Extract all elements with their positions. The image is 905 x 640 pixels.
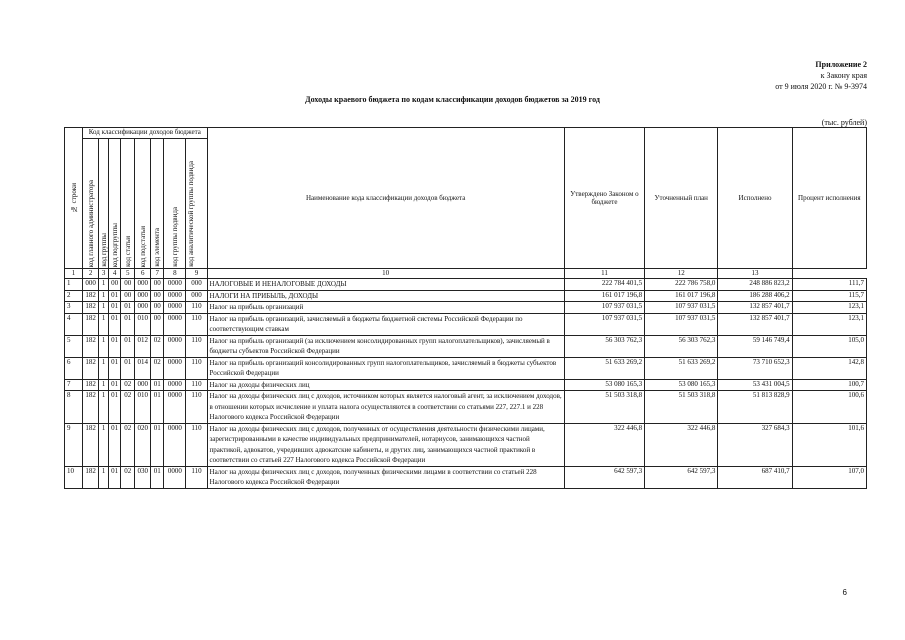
- row-code-7: 0000: [164, 313, 186, 335]
- row-code-8: 110: [186, 357, 207, 379]
- table-row: [65, 279, 867, 291]
- row-name: Налог на прибыль организаций: [207, 302, 564, 314]
- row-approved: 107 937 031,5: [564, 313, 644, 335]
- row-code-2: 1: [99, 302, 109, 314]
- row-code-8: 110: [186, 302, 207, 314]
- row-code-1: 182: [83, 357, 99, 379]
- row-code-5: 000: [135, 279, 151, 291]
- row-revised: 222 786 758,0: [645, 279, 718, 291]
- row-code-7: 0000: [164, 423, 186, 466]
- header-code-group: Код классификации доходов бюджета: [83, 128, 207, 139]
- row-code-5: 020: [135, 423, 151, 466]
- row-code-8: 000: [186, 290, 207, 302]
- header-code-5: код подстатьи: [135, 139, 151, 269]
- row-executed: 59 146 749,4: [718, 335, 792, 357]
- row-name: НАЛОГИ НА ПРИБЫЛЬ, ДОХОДЫ: [207, 290, 564, 302]
- row-code-2: 1: [99, 290, 109, 302]
- header-code-6: код элемента: [151, 139, 164, 269]
- column-number-8: 8: [164, 269, 186, 279]
- table-row: [65, 357, 867, 379]
- row-number: 10: [65, 466, 83, 488]
- row-code-3: 01: [109, 379, 121, 391]
- row-code-5: 000: [135, 290, 151, 302]
- row-code-1: 182: [83, 290, 99, 302]
- row-revised: 107 937 031,5: [645, 313, 718, 335]
- row-code-4: 01: [121, 302, 135, 314]
- row-revised: 322 446,8: [645, 423, 718, 466]
- row-approved: 56 303 762,3: [564, 335, 644, 357]
- row-approved: 51 633 269,2: [564, 357, 644, 379]
- row-code-3: 01: [109, 290, 121, 302]
- row-executed: 132 857 401,7: [718, 302, 792, 314]
- row-code-3: 01: [109, 466, 121, 488]
- row-name: Налог на доходы физических лиц с доходов, полученных физическими лицами в соответствии со статьей 228 Налогового кодекса Российской Федерации: [207, 466, 564, 488]
- row-code-3: 01: [109, 423, 121, 466]
- row-code-2: 1: [99, 391, 109, 424]
- row-code-3: 01: [109, 357, 121, 379]
- row-executed: 132 857 401,7: [718, 313, 792, 335]
- column-number-12: 12: [645, 269, 718, 279]
- row-percent: 100,7: [792, 379, 866, 391]
- column-number-9: 9: [186, 269, 207, 279]
- row-code-6: 01: [151, 391, 164, 424]
- row-code-3: 01: [109, 302, 121, 314]
- row-revised: 56 303 762,3: [645, 335, 718, 357]
- column-number-11: 11: [564, 269, 644, 279]
- row-code-1: 182: [83, 423, 99, 466]
- row-code-5: 000: [135, 302, 151, 314]
- row-executed: 73 710 652,3: [718, 357, 792, 379]
- row-code-7: 0000: [164, 357, 186, 379]
- row-code-4: 00: [121, 279, 135, 291]
- table-row: [65, 290, 867, 302]
- header-code-2: код группы: [99, 139, 109, 269]
- page-number: 6: [842, 588, 847, 597]
- row-code-6: 01: [151, 466, 164, 488]
- row-executed: 327 684,3: [718, 423, 792, 466]
- row-code-6: 00: [151, 313, 164, 335]
- row-approved: 161 017 196,8: [564, 290, 644, 302]
- row-executed: 51 813 828,9: [718, 391, 792, 424]
- column-number-3: 3: [99, 269, 109, 279]
- column-number-5: 5: [121, 269, 135, 279]
- row-percent: 115,7: [792, 290, 866, 302]
- row-executed: 687 410,7: [718, 466, 792, 488]
- row-percent: 107,0: [792, 466, 866, 488]
- row-code-6: 02: [151, 335, 164, 357]
- table-row: [65, 379, 867, 391]
- row-code-5: 014: [135, 357, 151, 379]
- row-percent: 123,1: [792, 313, 866, 335]
- row-code-1: 182: [83, 335, 99, 357]
- row-number: 1: [65, 279, 83, 291]
- row-code-2: 1: [99, 379, 109, 391]
- row-approved: 53 080 165,3: [564, 379, 644, 391]
- header-code-1: код главного администратора: [83, 139, 99, 269]
- header-revised: Уточненный план: [645, 128, 718, 269]
- row-code-3: 01: [109, 391, 121, 424]
- row-name: Налог на доходы физических лиц с доходов, полученных от осуществления деятельности физическими лицами, зарегистрированными в качестве индивидуальных предпринимателей, нотариусов, занимающихся частной практикой, адвокатов, учредивших адвокатские кабинеты, и других лиц, занимающихся частной практикой в соответствии со статьей 227 Налогового кодекса Российской Федерации: [207, 423, 564, 466]
- row-revised: 161 017 196,8: [645, 290, 718, 302]
- row-code-6: 00: [151, 290, 164, 302]
- row-code-5: 012: [135, 335, 151, 357]
- row-code-8: 110: [186, 313, 207, 335]
- row-approved: 222 784 401,5: [564, 279, 644, 291]
- header-percent: Процент исполнения: [792, 128, 866, 269]
- table-row: [65, 313, 867, 335]
- row-executed: 53 431 004,5: [718, 379, 792, 391]
- row-percent: 111,7: [792, 279, 866, 291]
- row-name: Налог на доходы физических лиц с доходов, источником которых является налоговый агент, за исключением доходов, в отношении которых исчисление и уплата налога осуществляются в соответствии со статьями 227, 227.1 и 228 Налогового кодекса Российской Федерации: [207, 391, 564, 424]
- row-code-3: 01: [109, 313, 121, 335]
- row-code-6: 01: [151, 423, 164, 466]
- units-label: (тыс. рублей): [821, 118, 867, 127]
- row-code-6: 01: [151, 379, 164, 391]
- row-code-2: 1: [99, 466, 109, 488]
- law-reference: к Закону края: [820, 71, 867, 80]
- row-code-4: 01: [121, 357, 135, 379]
- row-name: Налог на доходы физических лиц: [207, 379, 564, 391]
- row-number: 3: [65, 302, 83, 314]
- row-code-1: 182: [83, 466, 99, 488]
- row-code-3: 00: [109, 279, 121, 291]
- row-name: НАЛОГОВЫЕ И НЕНАЛОГОВЫЕ ДОХОДЫ: [207, 279, 564, 291]
- row-revised: 107 937 031,5: [645, 302, 718, 314]
- row-percent: 105,0: [792, 335, 866, 357]
- row-number: 5: [65, 335, 83, 357]
- row-percent: 123,1: [792, 302, 866, 314]
- row-code-8: 110: [186, 335, 207, 357]
- row-code-5: 010: [135, 391, 151, 424]
- row-code-4: 02: [121, 466, 135, 488]
- column-number-6: 6: [135, 269, 151, 279]
- row-code-6: 02: [151, 357, 164, 379]
- row-code-8: 000: [186, 279, 207, 291]
- row-revised: 51 503 318,8: [645, 391, 718, 424]
- appendix-label: Приложение 2: [815, 60, 867, 69]
- row-executed: 186 288 406,2: [718, 290, 792, 302]
- row-number: 2: [65, 290, 83, 302]
- row-code-6: 00: [151, 302, 164, 314]
- header-code-8: код аналитической группы подвида: [186, 139, 207, 269]
- row-code-7: 0000: [164, 379, 186, 391]
- row-revised: 53 080 165,3: [645, 379, 718, 391]
- row-code-4: 00: [121, 290, 135, 302]
- row-code-7: 0000: [164, 302, 186, 314]
- row-percent: 101,6: [792, 423, 866, 466]
- row-name: Налог на прибыль организаций (за исключением консолидированных групп налогоплательщиков), зачисляемый в бюджеты субъектов Российской Федерации: [207, 335, 564, 357]
- row-code-5: 000: [135, 379, 151, 391]
- header-approved: Утверждено Законом о бюджете: [564, 128, 644, 269]
- header-code-7: код группы подвида: [164, 139, 186, 269]
- row-code-4: 01: [121, 313, 135, 335]
- column-number-1: 1: [65, 269, 83, 279]
- row-code-1: 182: [83, 391, 99, 424]
- row-name: Налог на прибыль организаций консолидированных групп налогоплательщиков, зачисляемый в бюджеты субъектов Российской Федерации: [207, 357, 564, 379]
- row-approved: 107 937 031,5: [564, 302, 644, 314]
- row-code-2: 1: [99, 423, 109, 466]
- row-code-1: 182: [83, 313, 99, 335]
- row-code-1: 000: [83, 279, 99, 291]
- row-code-6: 00: [151, 279, 164, 291]
- row-number: 9: [65, 423, 83, 466]
- row-code-2: 1: [99, 335, 109, 357]
- header-executed: Исполнено: [718, 128, 792, 269]
- row-code-3: 01: [109, 335, 121, 357]
- row-code-7: 0000: [164, 290, 186, 302]
- row-code-7: 0000: [164, 279, 186, 291]
- row-code-8: 110: [186, 391, 207, 424]
- row-code-2: 1: [99, 313, 109, 335]
- row-number: 7: [65, 379, 83, 391]
- document-title: Доходы краевого бюджета по кодам классификации доходов бюджетов за 2019 год: [305, 95, 600, 104]
- revenue-table: [64, 127, 867, 489]
- column-number-2: 2: [83, 269, 99, 279]
- header-name: Наименование кода классификации доходов бюджета: [207, 128, 564, 269]
- row-code-8: 110: [186, 379, 207, 391]
- row-code-7: 0000: [164, 466, 186, 488]
- row-percent: 100,6: [792, 391, 866, 424]
- column-number-10: 10: [207, 269, 564, 279]
- row-number: 6: [65, 357, 83, 379]
- row-code-2: 1: [99, 279, 109, 291]
- table-row: [65, 466, 867, 488]
- column-number-4: 4: [109, 269, 121, 279]
- row-code-1: 182: [83, 302, 99, 314]
- row-executed: 248 886 823,2: [718, 279, 792, 291]
- table-row: [65, 335, 867, 357]
- header-code-4: код статьи: [121, 139, 135, 269]
- table-row: [65, 391, 867, 424]
- row-code-5: 010: [135, 313, 151, 335]
- row-code-1: 182: [83, 379, 99, 391]
- row-code-4: 02: [121, 379, 135, 391]
- row-code-2: 1: [99, 357, 109, 379]
- table-row: [65, 423, 867, 466]
- row-code-7: 0000: [164, 391, 186, 424]
- row-approved: 322 446,8: [564, 423, 644, 466]
- column-number-13: 13: [718, 269, 792, 279]
- row-code-7: 0000: [164, 335, 186, 357]
- row-code-4: 02: [121, 423, 135, 466]
- header-code-3: код подгруппы: [109, 139, 121, 269]
- row-code-5: 030: [135, 466, 151, 488]
- column-number-7: 7: [151, 269, 164, 279]
- law-date: от 9 июля 2020 г. № 9-3974: [775, 82, 867, 91]
- row-code-4: 01: [121, 335, 135, 357]
- row-revised: 642 597,3: [645, 466, 718, 488]
- table-row: [65, 302, 867, 314]
- row-percent: 142,8: [792, 357, 866, 379]
- document-header: [775, 59, 867, 92]
- header-row-no: № строки: [65, 128, 83, 269]
- row-number: 8: [65, 391, 83, 424]
- row-code-8: 110: [186, 423, 207, 466]
- row-approved: 642 597,3: [564, 466, 644, 488]
- row-number: 4: [65, 313, 83, 335]
- row-name: Налог на прибыль организаций, зачисляемый в бюджеты бюджетной системы Российской Федерации по соответствующим ставкам: [207, 313, 564, 335]
- row-code-4: 02: [121, 391, 135, 424]
- row-revised: 51 633 269,2: [645, 357, 718, 379]
- row-approved: 51 503 318,8: [564, 391, 644, 424]
- row-code-8: 110: [186, 466, 207, 488]
